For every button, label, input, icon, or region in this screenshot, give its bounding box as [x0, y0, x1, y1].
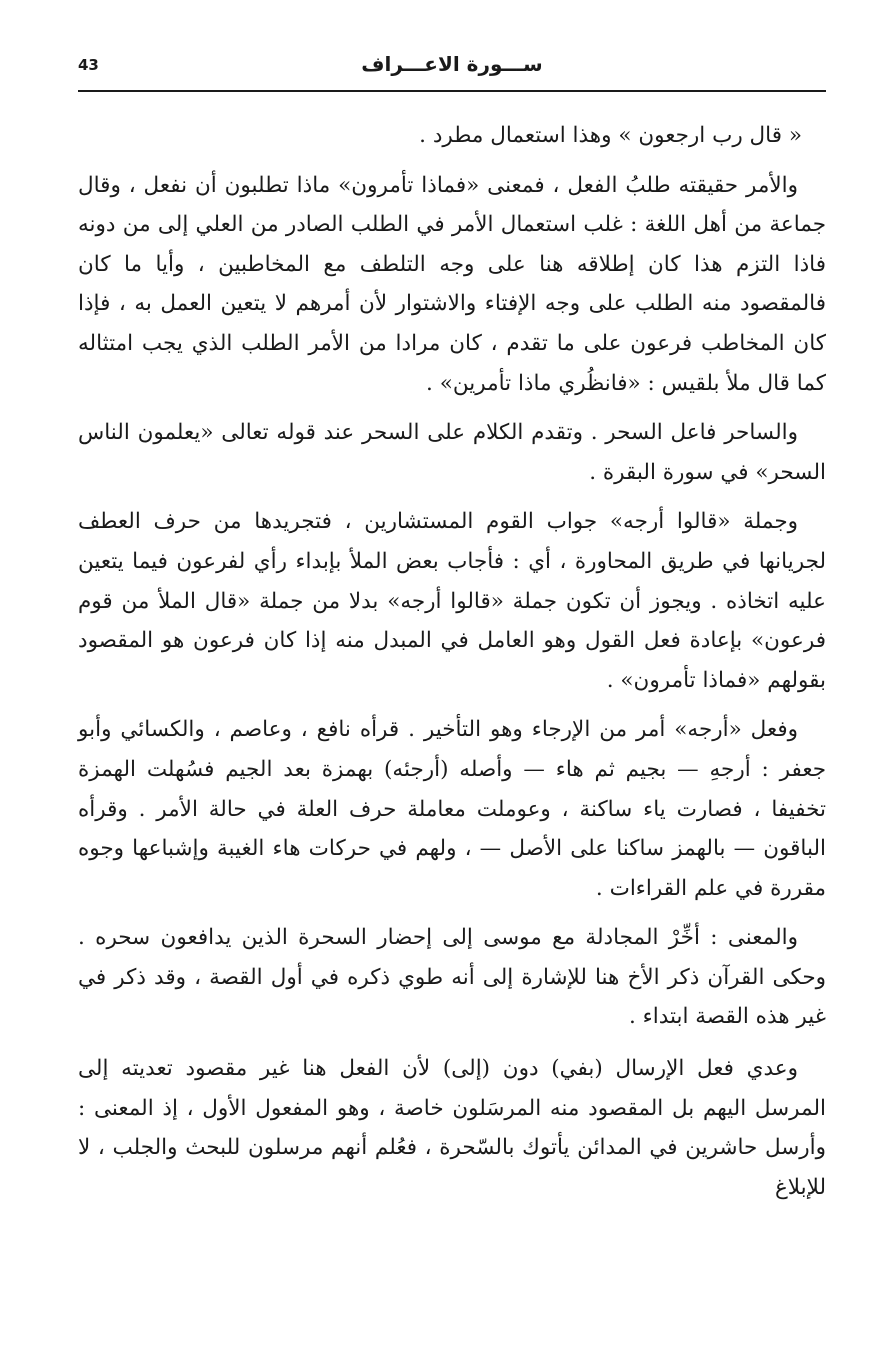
paragraph: وجملة «قالوا أرجه» جواب القوم المستشارين ، فتجريدها من حرف العطف لجريانها في طريق المحاورة ، أي : فأجاب بعض الملأ بإبداء رأي لفرعون فيما يتعين عليه اتخاذه . ويجوز أن تكون جملة «قالوا أرجه» بدلا من جملة «قال الملأ من قوم فرعون» بإعادة فعل القول وهو العامل في المبدل منه إذا كان فرعون هو المقصود بقولهم «فماذا تأمرون» . [78, 509, 826, 693]
paragraph: وفعل «أرجه» أمر من الإرجاء وهو التأخير . قرأه نافع ، وعاصم ، والكسائي وأبو جعفر : أرجهِ — بجيم ثم هاء — وأصله (أرجئه) بهمزة بعد الجيم فسُهلت الهمزة تخفيفا ، فصارت ياء ساكنة ، وعوملت معاملة حرف العلة في حالة الأمر . وقرأه الباقون — بالهمز ساكنا على الأصل — ، ولهم في حركات هاء الغيبة وإشباعها وجوه مقررة في علم القراءات . [78, 717, 826, 901]
paragraph: وعدي فعل الإرسال (بفي) دون (إلى) لأن الفعل هنا غير مقصود تعديته إلى المرسل اليهم بل المقصود منه المرسَلون خاصة ، وهو المفعول الأول ، إذ المعنى : وأرسل حاشرين في المدائن يأتوك بالسّحرة ، فعُلم أنهم مرسلون للبحث والجلب ، لا للإبلاغ [78, 1056, 826, 1200]
paragraph: والمعنى : أخِّرْ المجادلة مع موسى إلى إحضار السحرة الذين يدافعون سحره . وحكى القرآن ذكر الأخ هنا للإشارة إلى أنه طوي ذكره في أول القصة ، وقد ذكر في غير هذه القصة ابتداء . [78, 925, 826, 1030]
page-body [78, 116, 826, 1217]
paragraph: والساحر فاعل السحر . وتقدم الكلام على السحر عند قوله تعالى «يعلمون الناس السحر» في سورة البقرة . [78, 420, 826, 485]
paragraph: والأمر حقيقته طلبُ الفعل ، فمعنى «فماذا تأمرون» ماذا تطلبون أن نفعل ، وقال جماعة من أهل اللغة : غلب استعمال الأمر في الطلب الصادر من العلي إلى من دونه فاذا التزم هذا كان إطلاقه هنا على وجه التلطف مع المخاطبين ، وأيا ما كان فالمقصود منه الطلب على وجه الإفتاء والاشتوار لأن أمرهم لا يتعين العمل به ، فإذا كان المخاطب فرعون على ما تقدم ، كان مرادا من الأمر الطلب الذي يجب امتثاله كما قال ملأ بلقيس : «فانظُري ماذا تأمرين» . [78, 172, 826, 396]
header-rule [78, 90, 826, 92]
running-title: ســـورة الاعـــراف [361, 52, 543, 76]
paragraph: « قال رب ارجعون » وهذا استعمال مطرد . [419, 123, 802, 148]
page-header [78, 52, 826, 88]
page-number: 43 [78, 56, 99, 74]
